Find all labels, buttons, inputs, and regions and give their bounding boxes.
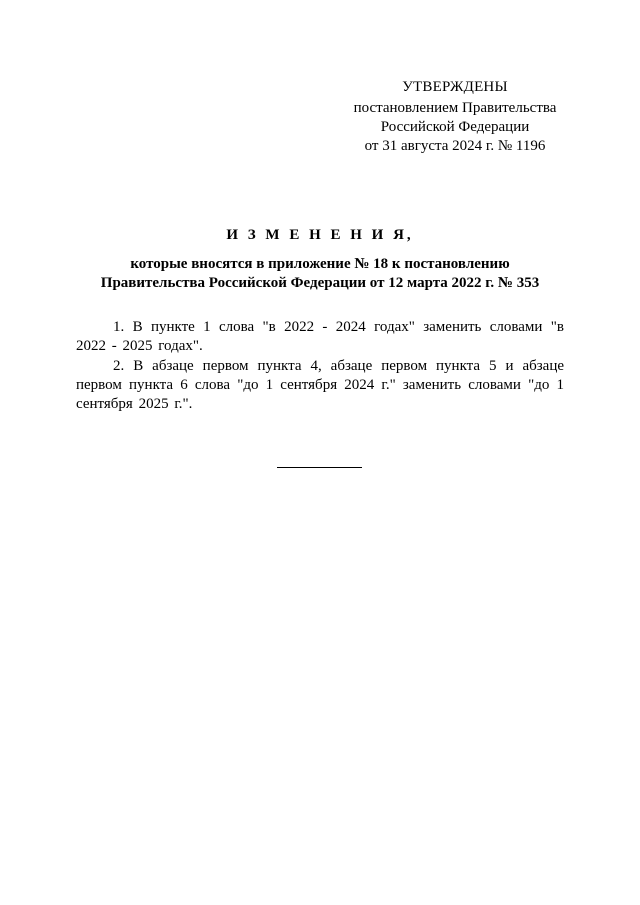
approval-line-date: от 31 августа 2024 г. № 1196	[364, 138, 546, 154]
approval-line-resolution: постановлением Правительства	[353, 100, 557, 116]
document-title: И З М Е Н Е Н И Я,	[226, 227, 414, 243]
list-item: 1. В пункте 1 слова "в 2022 - 2024 годах" заменить словами "в 2022 - 2025 годах".	[76, 319, 564, 354]
approval-block	[330, 78, 580, 156]
document-heading	[60, 226, 580, 293]
document-subtitle-line-2: Правительства Российской Федерации от 12 марта 2022 г. № 353	[100, 275, 540, 291]
end-separator-line	[277, 467, 362, 468]
approval-title: УТВЕРЖДЕНЫ	[402, 79, 508, 95]
document-body	[76, 318, 564, 415]
approval-line-federation: Российской Федерации	[380, 119, 530, 135]
document-subtitle-line-1: которые вносятся в приложение № 18 к постановлению	[130, 256, 510, 272]
list-item: 2. В абзаце первом пункта 4, абзаце первом пункта 5 и абзаце первом пункта 6 слова "до 1 сентября 2024 г." заменить словами "до 1 сентября 2025 г.".	[76, 358, 564, 412]
